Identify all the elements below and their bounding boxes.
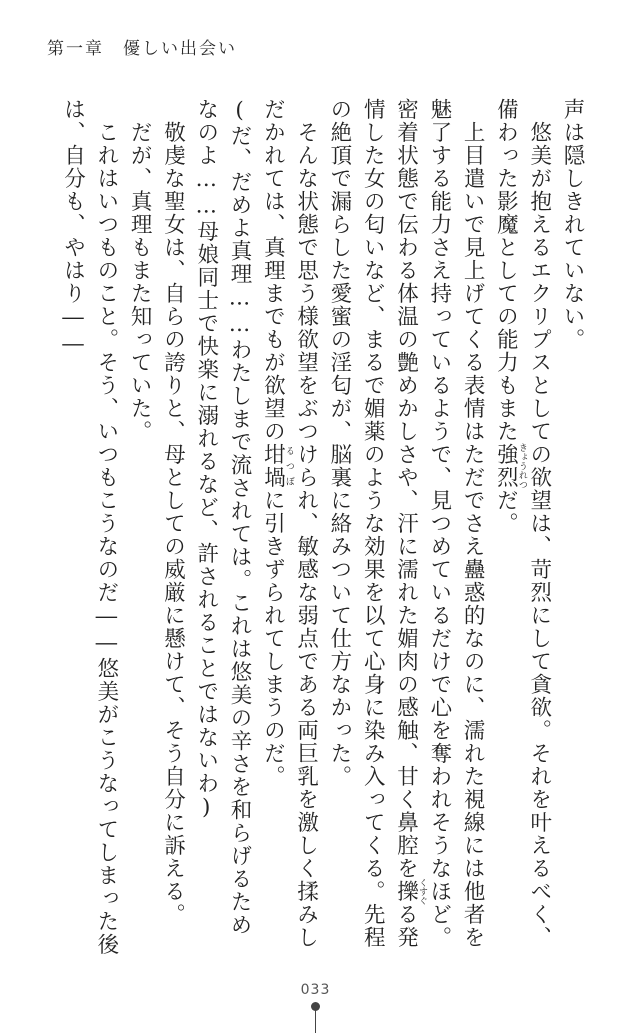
ruby-reading: るつぼ — [283, 443, 294, 489]
page-number: 033 — [300, 982, 331, 998]
paragraph-text: 悠美が抱えるエクリプスとしての欲望は、苛烈にして貪欲。それを叶えるべく、備わった影魔としての能力もまた — [493, 98, 552, 949]
ruby-base: 擽 — [393, 878, 419, 905]
paragraph-text: 声は隠しきれていない。 — [560, 98, 585, 351]
paragraph-text: る発情した女の匂いなど、まるで媚薬のような効果を以て心身に染み入ってくる。先程の絶頂で漏らした愛蜜の淫匂が、脳裏に絡みついて仕方なかった。 — [326, 98, 419, 949]
ruby-word — [493, 443, 527, 489]
paragraph — [189, 98, 256, 958]
paragraph — [156, 98, 189, 958]
paragraph-text: に引きずられてしまうのだ。 — [260, 489, 286, 788]
ruby-reading: きょうれつ — [516, 443, 527, 489]
paragraph — [56, 98, 123, 958]
ruby-reading: くすぐ — [417, 878, 428, 905]
paragraph-text: (だ、だめよ真理……わたしまで流されては。これは悠美の辛さを和らげるためなのよ……母娘同士で快楽に溺れるなど、許されることではないわ) — [193, 98, 253, 937]
running-head: 第一章 優しい出会い — [47, 39, 237, 59]
ruby-word — [393, 878, 428, 905]
body-text — [56, 98, 589, 958]
ruby-base: 強烈 — [493, 443, 519, 489]
paragraph-text: 敬虔な聖女は、自らの誇りと、母としての威厳に懸けて、そう自分に訴える。 — [160, 121, 186, 926]
paragraph-text: だが、真理もまた知っていた。 — [127, 121, 153, 443]
paragraph — [489, 98, 556, 958]
ruby-base: 坩堝 — [260, 443, 286, 489]
paragraph-text: 上目遣いで見上げてくる表情はただでさえ蠱惑的なのに、濡れた視線には他者を魅了する能力さえ持っているようで、見つめているだけで心を奪われそうなほど。密着状態で伝わる体温の艶めかしさや、汗に濡れた媚肉の感触、甘く鼻腔を — [393, 98, 486, 949]
folio-line-ornament — [315, 1009, 316, 1033]
paragraph-text: そんな状態で思う様欲望をぶつけられ、敏感な弱点である両巨乳を激しく揉みしだかれては、真理までもが欲望の — [260, 98, 319, 949]
paragraph — [556, 98, 589, 958]
paragraph — [323, 98, 489, 958]
paragraph-text: これはいつものこと。そう、いつもこうなのだ――悠美がこうなってしまった後は、自分も、やはり―― — [60, 98, 119, 956]
paragraph-text: だ。 — [493, 489, 519, 535]
paragraph — [256, 98, 323, 958]
paragraph — [123, 98, 156, 958]
ruby-word — [260, 443, 294, 489]
